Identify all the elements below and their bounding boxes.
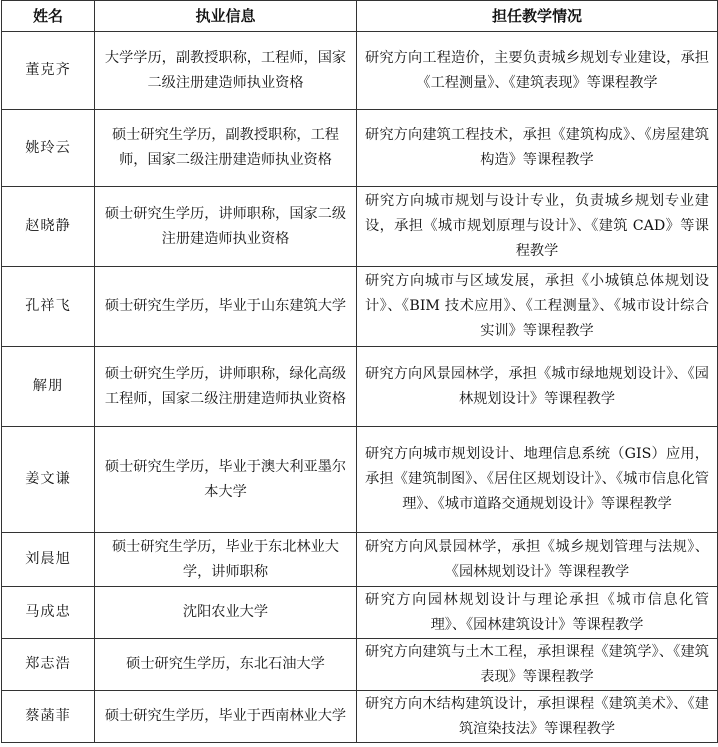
cell-name: 姚玲云: [2, 110, 95, 187]
cell-teaching: 研究方向城市规划与设计专业，负责城乡规划专业建设，承担《城市规划原理与设计》、《建筑 CAD》等课程教学: [357, 187, 718, 267]
cell-teaching: 研究方向工程造价，主要负责城乡规划专业建设，承担《工程测量》、《建筑表现》等课程教学: [357, 32, 718, 110]
cell-teaching: 研究方向风景园林学，承担《城乡规划管理与法规》、《园林规划设计》等课程教学: [357, 533, 718, 587]
header-teaching: 担任教学情况: [357, 1, 718, 32]
cell-qualification: 硕士研究生学历，毕业于山东建筑大学: [95, 267, 357, 347]
cell-qualification: 沈阳农业大学: [95, 587, 357, 639]
cell-name: 董克齐: [2, 32, 95, 110]
cell-qualification: 硕士研究生学历，讲师职称，国家二级注册建造师执业资格: [95, 187, 357, 267]
cell-name: 赵晓静: [2, 187, 95, 267]
header-qualification: 执业信息: [95, 1, 357, 32]
cell-name: 解朋: [2, 347, 95, 427]
table-row: [2, 427, 718, 533]
cell-teaching: 研究方向园林规划设计与理论承担《城市信息化管理》、《园林建筑设计》等课程教学: [357, 587, 718, 639]
cell-qualification: 硕士研究生学历，毕业于西南林业大学: [95, 691, 357, 743]
cell-teaching: 研究方向木结构建筑设计，承担课程《建筑美术》、《建筑渲染技法》等课程教学: [357, 691, 718, 743]
cell-qualification: 硕士研究生学历，副教授职称，工程师，国家二级注册建造师执业资格: [95, 110, 357, 187]
cell-name: 郑志浩: [2, 639, 95, 691]
cell-teaching: 研究方向城市与区域发展，承担《小城镇总体规划设计》、《BIM 技术应用》、《工程测量》、《城市设计综合实训》等课程教学: [357, 267, 718, 347]
table-row: [2, 691, 718, 743]
table-row: [2, 32, 718, 110]
table-header-row: [2, 1, 718, 32]
header-name: 姓名: [2, 1, 95, 32]
cell-qualification: 大学学历，副教授职称，工程师，国家二级注册建造师执业资格: [95, 32, 357, 110]
cell-qualification: 硕士研究生学历，东北石油大学: [95, 639, 357, 691]
cell-qualification: 硕士研究生学历，毕业于东北林业大学，讲师职称: [95, 533, 357, 587]
cell-name: 蔡菡菲: [2, 691, 95, 743]
cell-teaching: 研究方向城市规划设计、地理信息系统（GIS）应用，承担《建筑制图》、《居住区规划设计》、《城市信息化管理》、《城市道路交通规划设计》等课程教学: [357, 427, 718, 533]
faculty-table: [1, 0, 718, 743]
cell-name: 刘晨旭: [2, 533, 95, 587]
cell-teaching: 研究方向建筑与土木工程，承担课程《建筑学》、《建筑表现》等课程教学: [357, 639, 718, 691]
cell-teaching: 研究方向风景园林学，承担《城市绿地规划设计》、《园林规划设计》等课程教学: [357, 347, 718, 427]
cell-teaching: 研究方向建筑工程技术，承担《建筑构成》、《房屋建筑构造》等课程教学: [357, 110, 718, 187]
table-row: [2, 187, 718, 267]
cell-name: 马成忠: [2, 587, 95, 639]
table-row: [2, 110, 718, 187]
cell-qualification: 硕士研究生学历，毕业于澳大利亚墨尔本大学: [95, 427, 357, 533]
cell-qualification: 硕士研究生学历，讲师职称，绿化高级工程师，国家二级注册建造师执业资格: [95, 347, 357, 427]
cell-name: 姜文谦: [2, 427, 95, 533]
table-row: [2, 639, 718, 691]
table-row: [2, 587, 718, 639]
table-row: [2, 347, 718, 427]
table-row: [2, 533, 718, 587]
table-row: [2, 267, 718, 347]
cell-name: 孔祥飞: [2, 267, 95, 347]
